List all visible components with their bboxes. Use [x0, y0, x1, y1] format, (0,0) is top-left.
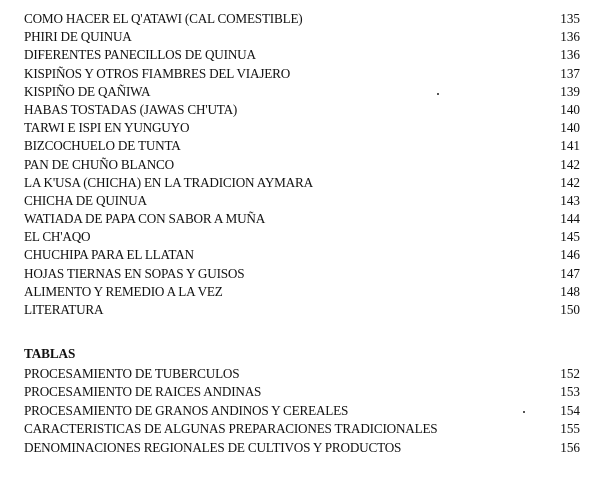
toc-row	[24, 119, 580, 137]
toc-row	[24, 265, 580, 283]
toc-entry-title: DIFERENTES PANECILLOS DE QUINUA	[24, 47, 256, 63]
toc-entry-page: 135	[560, 11, 580, 26]
toc-entry-title: KISPIÑO DE QAÑIWA	[24, 83, 151, 99]
toc-entry-title: PHIRI DE QUINUA	[24, 29, 132, 45]
toc-entry-title: LA K'USA (CHICHA) EN LA TRADICION AYMARA	[24, 174, 313, 190]
toc-entry-page: 146	[560, 247, 580, 263]
tables-list	[24, 365, 580, 457]
table-entry-title: CARACTERISTICAS DE ALGUNAS PREPARACIONES TRADICIONALES	[24, 421, 438, 437]
toc-entry-page: 145	[560, 229, 580, 245]
toc-entry-page: 143	[560, 192, 580, 208]
toc-entry-page: 140	[560, 120, 580, 136]
toc-row	[24, 174, 580, 192]
table-list-row	[24, 402, 580, 420]
scan-speck	[523, 411, 525, 413]
toc-row	[24, 228, 580, 246]
toc-row	[24, 101, 580, 119]
toc-row	[24, 83, 580, 101]
toc-row	[24, 46, 580, 64]
toc-row	[24, 65, 580, 83]
toc-entry-page: 136	[560, 47, 580, 63]
table-entry-page: 154	[560, 402, 580, 418]
toc-entry-title: HOJAS TIERNAS EN SOPAS Y GUISOS	[24, 265, 245, 281]
toc-row	[24, 156, 580, 174]
toc-entry-page: 137	[560, 65, 580, 81]
table-list-row	[24, 439, 580, 457]
toc-entry-title: EL CH'AQO	[24, 229, 91, 245]
toc-entry-title: ALIMENTO Y REMEDIO A LA VEZ	[24, 283, 223, 299]
toc-row	[24, 192, 580, 210]
table-entry-page: 155	[560, 421, 580, 437]
toc-row	[24, 246, 580, 264]
toc-entry-title: CHUCHIPA PARA EL LLATAN	[24, 247, 194, 263]
toc-entry-title: LITERATURA	[24, 302, 104, 317]
toc-entry-title: CHICHA DE QUINUA	[24, 192, 147, 208]
toc-entry-page: 148	[560, 283, 580, 299]
table-list-row	[24, 420, 580, 438]
toc-list	[24, 10, 580, 319]
toc-entry-page: 141	[560, 138, 580, 154]
toc-entry-page: 150	[560, 302, 580, 317]
table-entry-title: PROCESAMIENTO DE RAICES ANDINAS	[24, 384, 262, 400]
toc-row	[24, 28, 580, 46]
toc-entry-page: 136	[560, 29, 580, 45]
toc-entry-title: TARWI E ISPI EN YUNGUYO	[24, 120, 190, 136]
toc-row	[24, 137, 580, 155]
toc-entry-title: WATIADA DE PAPA CON SABOR A MUÑA	[24, 211, 266, 227]
toc-entry-page: 142	[560, 156, 580, 172]
toc-entry-page: 144	[560, 211, 580, 227]
toc-entry-title: PAN DE CHUÑO BLANCO	[24, 156, 174, 172]
toc-entry-title: HABAS TOSTADAS (JAWAS CH'UTA)	[24, 101, 238, 117]
table-list-row	[24, 365, 580, 383]
toc-entry-page: 142	[560, 174, 580, 190]
table-entry-page: 153	[560, 384, 580, 400]
toc-entry-page: 140	[560, 101, 580, 117]
toc-entry-page: 139	[560, 83, 580, 99]
toc-row	[24, 10, 580, 28]
scan-speck	[437, 93, 439, 95]
toc-entry-title: BIZCOCHUELO DE TUNTA	[24, 138, 181, 154]
table-entry-title: PROCESAMIENTO DE GRANOS ANDINOS Y CEREALES	[24, 402, 349, 418]
table-entry-page: 156	[560, 439, 580, 455]
toc-entry-title: KISPIÑOS Y OTROS FIAMBRES DEL VIAJERO	[24, 65, 291, 81]
table-entry-title: DENOMINACIONES REGIONALES DE CULTIVOS Y PRODUCTOS	[24, 439, 402, 455]
table-list-row	[24, 383, 580, 401]
table-entry-page: 152	[560, 366, 580, 381]
toc-entry-title: COMO HACER EL Q'ATAWI (CAL COMESTIBLE)	[24, 11, 303, 26]
toc-entry-page: 147	[560, 265, 580, 281]
toc-row	[24, 301, 580, 319]
toc-row	[24, 283, 580, 301]
table-entry-title: PROCESAMIENTO DE TUBERCULOS	[24, 366, 240, 381]
tables-section-heading: TABLAS	[24, 346, 76, 361]
toc-row	[24, 210, 580, 228]
